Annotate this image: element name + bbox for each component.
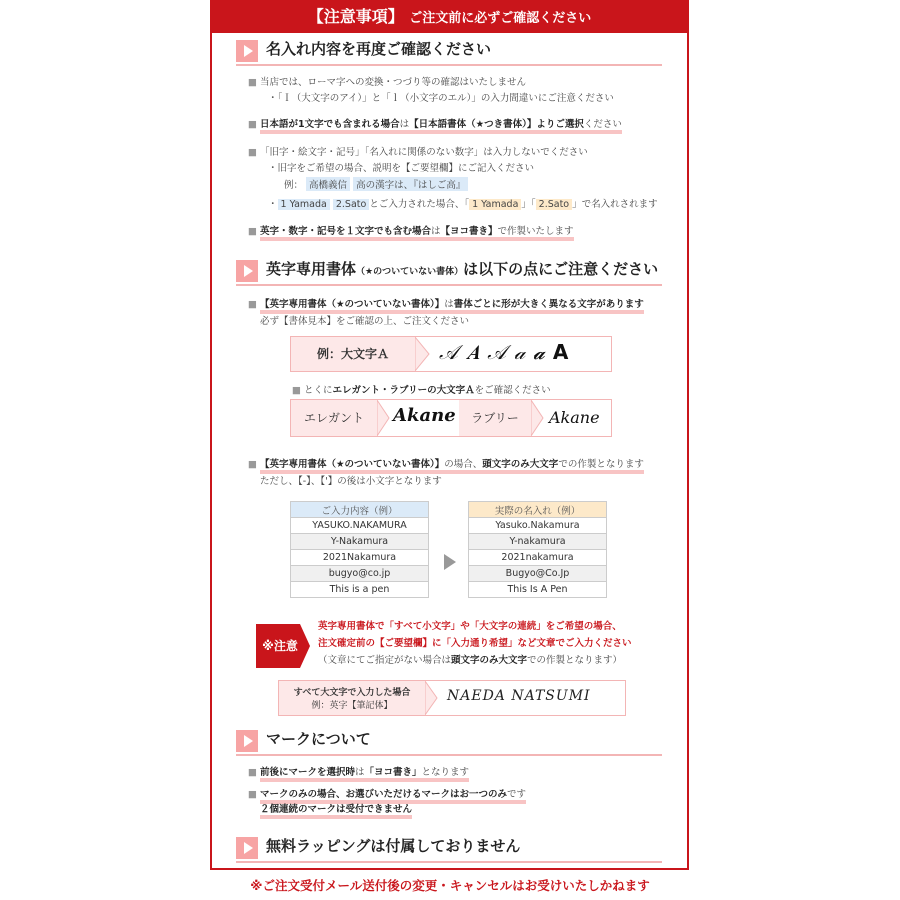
section-wrapping: [236, 835, 662, 859]
section-english-font: [236, 258, 662, 282]
notice-panel: [210, 0, 689, 870]
caution-line2: 注文確定前の【ご要望欄】に「入力通り希望」など文章でご入力ください: [318, 638, 632, 649]
triangle-marker-icon: [236, 40, 258, 62]
bullet-symbols-sub1: ・旧字をご希望の場合、説明を【ご要望欄】にご記入ください: [268, 163, 535, 174]
bullet-capital-sub: ただし、【-】、【'】の後は小文字となります: [260, 476, 442, 487]
allcaps-example: すべて大文字で入力した場合 例：英字【筆記体】 NAEDA NATSUMI: [278, 680, 626, 716]
footer-cancel-notice: ※ご注文受付メール送付後の変更・キャンセルはお受けいたしかねます: [250, 878, 650, 893]
allcaps-sample: NAEDA NATSUMI: [447, 688, 591, 704]
arrow-right-icon: [444, 554, 456, 570]
notice-header: 【注意事項】 ご注文前に必ずご確認ください: [212, 0, 687, 33]
section-title: 英字専用書体（★のついていない書体）は以下の点にご注意ください: [266, 260, 659, 278]
triangle-marker-icon: [236, 837, 258, 859]
bullet-romaji: ■ 当店では、ローマ字への変換・つづり等の確認はいたしません: [248, 77, 527, 88]
triangle-marker-icon: [236, 730, 258, 752]
bullet-shape-sub: 必ず【書体見本】をご確認の上、ご注文ください: [260, 316, 470, 327]
bullet-english-horizontal: ■ 英字・数字・記号を１文字でも含む場合は【ヨコ書き】で作製いたします: [248, 223, 574, 237]
elegant-lovely-examples: エレガント Akane ラブリー Akane: [290, 399, 612, 437]
bullet-japanese: ■ 日本語が1文字でも含まれる場合は【日本語書体（★つき書体）】よりご選択ください: [248, 116, 622, 130]
section-name-confirm: [236, 38, 662, 62]
bullet-symbols: ■ 「旧字・絵文字・記号」「名入れに関係のない数字」は入力しないでください: [248, 147, 588, 158]
bullet-mark-no-double: ２個連続のマークは受付できません: [260, 801, 412, 815]
bullet-symbols-example2: ・ 1 Yamada 2.Sato とご入力された場合、「 1 Yamada 」「 2.Sato 」で名入れされます: [268, 199, 658, 210]
capital-a-samples: 𝒜𝑨𝒜𝒶𝓪A: [439, 340, 577, 364]
input-example-table: ご入力内容（例） YASUKO.NAKAMURA Y-Nakamura 2021Nakamura bugyo@co.jp This is a pen: [290, 501, 429, 598]
section-title: 名入れ内容を再度ご確認ください: [266, 40, 492, 58]
elegant-lovely-note: ■ とくにエレガント・ラブリーの大文字Ａをご確認ください: [292, 385, 551, 396]
caution-line3: （文章にてご指定がない場合は頭文字のみ大文字での作製となります）: [318, 655, 623, 666]
elegant-sample: Akane: [393, 405, 456, 426]
bullet-romaji-sub: ・「Ｉ（大文字のアイ）」と「ｌ（小文字のエル）」の入力間違いにご注意ください: [268, 93, 614, 104]
caution-line1: 英字専用書体で「すべて小文字」や「大文字の連続」をご希望の場合、: [318, 621, 622, 632]
bullet-shape-differs: ■ 【英字専用書体（★のついていない書体）】は書体ごとに形が大きく異なる文字があります: [248, 296, 644, 310]
bullet-symbols-example: 例： 高橋義信 高の漢字は、『はしご高』: [284, 177, 468, 191]
bullet-capital-first: ■ 【英字専用書体（★のついていない書体）】の場合、頭文字のみ大文字での作製となります: [248, 456, 644, 470]
section-marks: [236, 728, 662, 752]
caution-badge: ※注意: [256, 624, 310, 668]
output-example-table: 実際の名入れ（例） Yasuko.Nakamura Y-nakamura 2021nakamura Bugyo@Co.Jp This Is A Pen: [468, 501, 607, 598]
triangle-marker-icon: [236, 260, 258, 282]
section-title: マークについて: [266, 730, 371, 748]
example-capital-a: 例：大文字Ａ 𝒜𝑨𝒜𝒶𝓪A: [290, 336, 612, 372]
bullet-mark-single: ■ マークのみの場合、お選びいただけるマークはお一つのみです: [248, 786, 526, 800]
lovely-sample: Akane: [549, 408, 600, 427]
section-title: 無料ラッピングは付属しておりません: [266, 837, 521, 855]
bullet-mark-horizontal: ■ 前後にマークを選択時は「ヨコ書き」となります: [248, 764, 469, 778]
